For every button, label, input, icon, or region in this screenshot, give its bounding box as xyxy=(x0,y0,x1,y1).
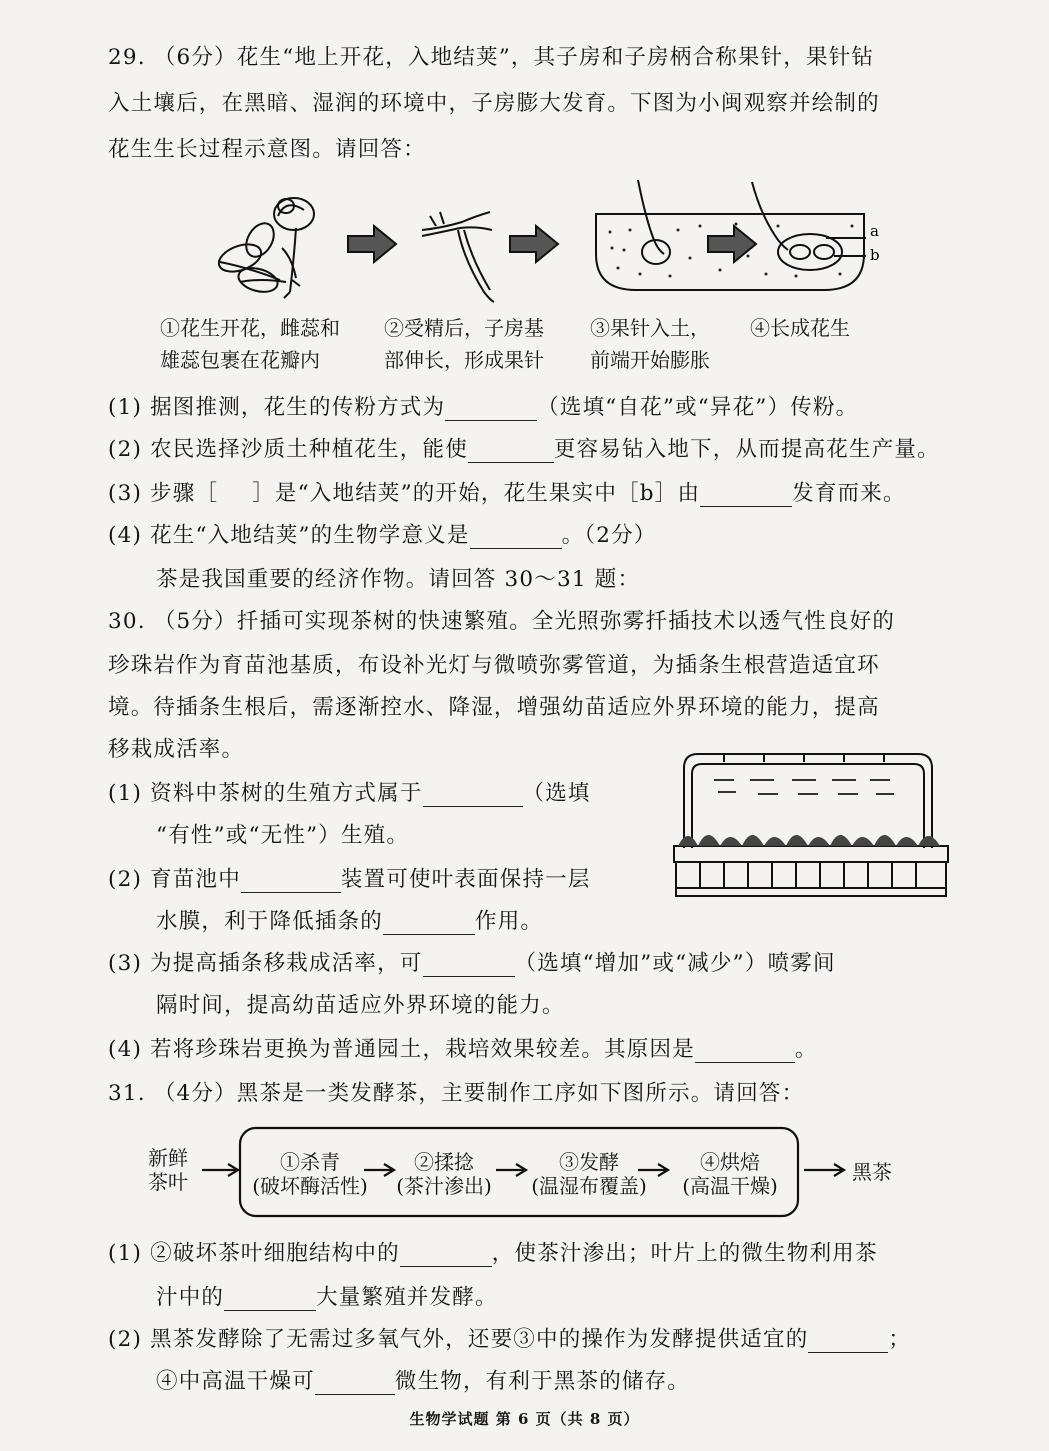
q31-sub-2-pre: (2) 黑茶发酵除了无需过多氧气外，还要③中的操作为发酵提供适宜的 xyxy=(108,1327,809,1352)
q29-sub-3-mid: ］是“入地结荚”的开始，花生果实中［b］由 xyxy=(252,481,701,506)
answer-blank[interactable] xyxy=(383,910,475,935)
answer-blank[interactable] xyxy=(695,1038,795,1063)
answer-blank[interactable] xyxy=(423,952,515,977)
answer-blank[interactable] xyxy=(700,482,792,507)
caption-stage-1-line-2: 雄蕊包裹在花瓣内 xyxy=(160,348,320,372)
q30-sub-4-pre: (4) 若将珍珠岩更换为普通园土，栽培效果较差。其原因是 xyxy=(108,1037,695,1062)
q31-sub-1-pre: (1) ②破坏茶叶细胞结构中的 xyxy=(108,1241,400,1266)
q29-sub-1 xyxy=(108,390,858,421)
flow-step-2-note: (茶汁渗出) xyxy=(396,1174,492,1198)
answer-blank[interactable] xyxy=(445,396,537,421)
mist-bed-illustration xyxy=(664,738,954,908)
answer-blank[interactable] xyxy=(241,868,341,893)
answer-blank[interactable] xyxy=(470,524,562,549)
flow-step-1 xyxy=(252,1150,368,1198)
q30-sub-2-line2-post: 作用。 xyxy=(475,909,544,934)
q31-sub-1-line2-pre: 汁中的 xyxy=(156,1285,225,1310)
q29-sub-4-pre: (4) 花生“入地结荚”的生物学意义是 xyxy=(108,523,470,548)
flow-step-4-name: ④烘焙 xyxy=(700,1150,760,1174)
caption-stage-2-line-1: ②受精后，子房基 xyxy=(384,316,544,340)
answer-blank[interactable] xyxy=(808,1328,888,1353)
q30-sub-4 xyxy=(108,1032,818,1063)
flow-step-4-note: (高温干燥) xyxy=(682,1174,778,1198)
q31-sub-1 xyxy=(108,1236,878,1267)
q30-sub-2-line-2 xyxy=(156,904,543,935)
caption-stage-2 xyxy=(384,312,544,376)
answer-blank[interactable] xyxy=(423,782,523,807)
caption-stage-4-line-1: ④长成花生 xyxy=(750,316,850,340)
q31-sub-1-line-2 xyxy=(156,1280,498,1311)
flow-step-2-name: ②揉捻 xyxy=(414,1150,474,1174)
q31-sub-1-line2-post: 大量繁殖并发酵。 xyxy=(316,1285,498,1310)
label-a: a xyxy=(870,222,879,240)
answer-blank[interactable] xyxy=(468,438,554,463)
flow-output: 黑茶 xyxy=(852,1160,892,1184)
intro-30-31: 茶是我国重要的经济作物。请回答 30～31 题： xyxy=(156,567,641,592)
caption-stage-4 xyxy=(750,312,850,344)
q29-sub-4-post: 。（2分） xyxy=(561,523,657,548)
peanut-peg-illustration xyxy=(422,212,494,302)
flow-step-3-name: ③发酵 xyxy=(559,1150,619,1174)
answer-blank[interactable] xyxy=(400,1242,492,1267)
q30-line-2: 珍珠岩作为育苗池基质，布设补光灯与微喷弥雾管道，为插条生根营造适宜环 xyxy=(108,653,880,678)
q29-line-3: 花生生长过程示意图。请回答： xyxy=(108,137,426,162)
caption-stage-1 xyxy=(160,312,340,376)
q30-line-1: 30. （5分）扦插可实现茶树的快速繁殖。全光照弥雾扦插技术以透气性良好的 xyxy=(108,609,896,634)
q29-sub-2-post: 更容易钻入地下，从而提高花生产量。 xyxy=(553,437,940,462)
q29-line-2: 入土壤后，在黑暗、湿润的环境中，子房膨大发育。下图为小闽观察并绘制的 xyxy=(108,91,880,116)
q29-sub-4 xyxy=(108,518,657,549)
q29-sub-1-post: （选填“自花”或“异花”）传粉。 xyxy=(537,395,859,420)
flow-step-3 xyxy=(524,1150,654,1198)
flow-input-line-1: 新鲜 xyxy=(148,1146,188,1170)
q30-line-3: 境。待插条生根后，需逐渐控水、降湿，增强幼苗适应外界环境的能力，提高 xyxy=(108,695,880,720)
q29-sub-3-pre: (3) 步骤［ xyxy=(108,481,219,506)
q30-sub-1-post: （选填 xyxy=(522,781,591,806)
peanut-growth-diagram xyxy=(200,170,900,310)
q30-sub-4-post: 。 xyxy=(794,1037,818,1062)
caption-stage-2-line-2: 部伸长，形成果针 xyxy=(384,348,544,372)
arrow-2 xyxy=(510,226,558,262)
q30-sub-2-pre: (2) 育苗池中 xyxy=(108,867,241,892)
q30-sub-3-pre: (3) 为提高插条移栽成活率，可 xyxy=(108,951,423,976)
flow-step-4 xyxy=(672,1150,788,1198)
q30-sub-2 xyxy=(108,862,591,893)
q30-sub-1-line-2: “有性”或“无性”）生殖。 xyxy=(156,823,410,848)
caption-stage-3 xyxy=(590,312,710,376)
q31-sub-2-line2-pre: ④中高温干燥可 xyxy=(156,1369,315,1394)
q29-line-1: 29. （6分）花生“地上开花，入地结荚”，其子房和子房柄合称果针，果针钻 xyxy=(108,45,875,70)
q31-sub-2-line2-post: 微生物，有利于黑茶的储存。 xyxy=(394,1369,691,1394)
answer-blank[interactable] xyxy=(315,1370,395,1395)
q29-sub-3 xyxy=(108,476,906,507)
flow-step-2 xyxy=(392,1150,496,1198)
answer-blank[interactable] xyxy=(224,1286,316,1311)
caption-stage-1-line-1: ①花生开花，雌蕊和 xyxy=(160,316,340,340)
label-b: b xyxy=(870,246,880,264)
q30-line-4: 移栽成活率。 xyxy=(108,737,245,762)
q29-sub-2-pre: (2) 农民选择沙质土种植花生，能使 xyxy=(108,437,468,462)
q31-sub-1-post: ，使茶汁渗出；叶片上的微生物利用茶 xyxy=(491,1241,878,1266)
q30-sub-1 xyxy=(108,776,591,807)
q29-sub-3-post: 发育而来。 xyxy=(792,481,906,506)
flow-input xyxy=(148,1146,188,1194)
q31-sub-2-line-2 xyxy=(156,1364,690,1395)
q29-sub-2 xyxy=(108,432,940,463)
q30-sub-3 xyxy=(108,946,836,977)
flow-step-1-note: (破坏酶活性) xyxy=(252,1174,368,1198)
q30-sub-2-post: 装置可使叶表面保持一层 xyxy=(340,867,591,892)
q30-sub-1-pre: (1) 资料中茶树的生殖方式属于 xyxy=(108,781,423,806)
q29-sub-1-pre: (1) 据图推测，花生的传粉方式为 xyxy=(108,395,446,420)
caption-stage-3-line-1: ③果针入土， xyxy=(590,316,710,340)
page-footer: 生物学试题 第 6 页（共 8 页） xyxy=(409,1410,640,1428)
flow-step-3-note: (温湿布覆盖) xyxy=(531,1174,647,1198)
flow-step-1-name: ①杀青 xyxy=(280,1150,340,1174)
flow-input-line-2: 茶叶 xyxy=(148,1170,188,1194)
q31-sub-2 xyxy=(108,1322,911,1353)
peanut-flower-illustration xyxy=(215,198,314,298)
q30-sub-3-post: （选填“增加”或“减少”）喷雾间 xyxy=(514,951,836,976)
q31-stem: 31. （4分）黑茶是一类发酵茶，主要制作工序如下图所示。请回答： xyxy=(108,1081,805,1106)
caption-stage-3-line-2: 前端开始膨胀 xyxy=(590,348,710,372)
q30-sub-2-line2-pre: 水膜，利于降低插条的 xyxy=(156,909,384,934)
q30-sub-3-line-2: 隔时间，提高幼苗适应外界环境的能力。 xyxy=(156,993,565,1018)
arrow-1 xyxy=(348,226,396,262)
q31-sub-2-post: ； xyxy=(888,1327,912,1352)
